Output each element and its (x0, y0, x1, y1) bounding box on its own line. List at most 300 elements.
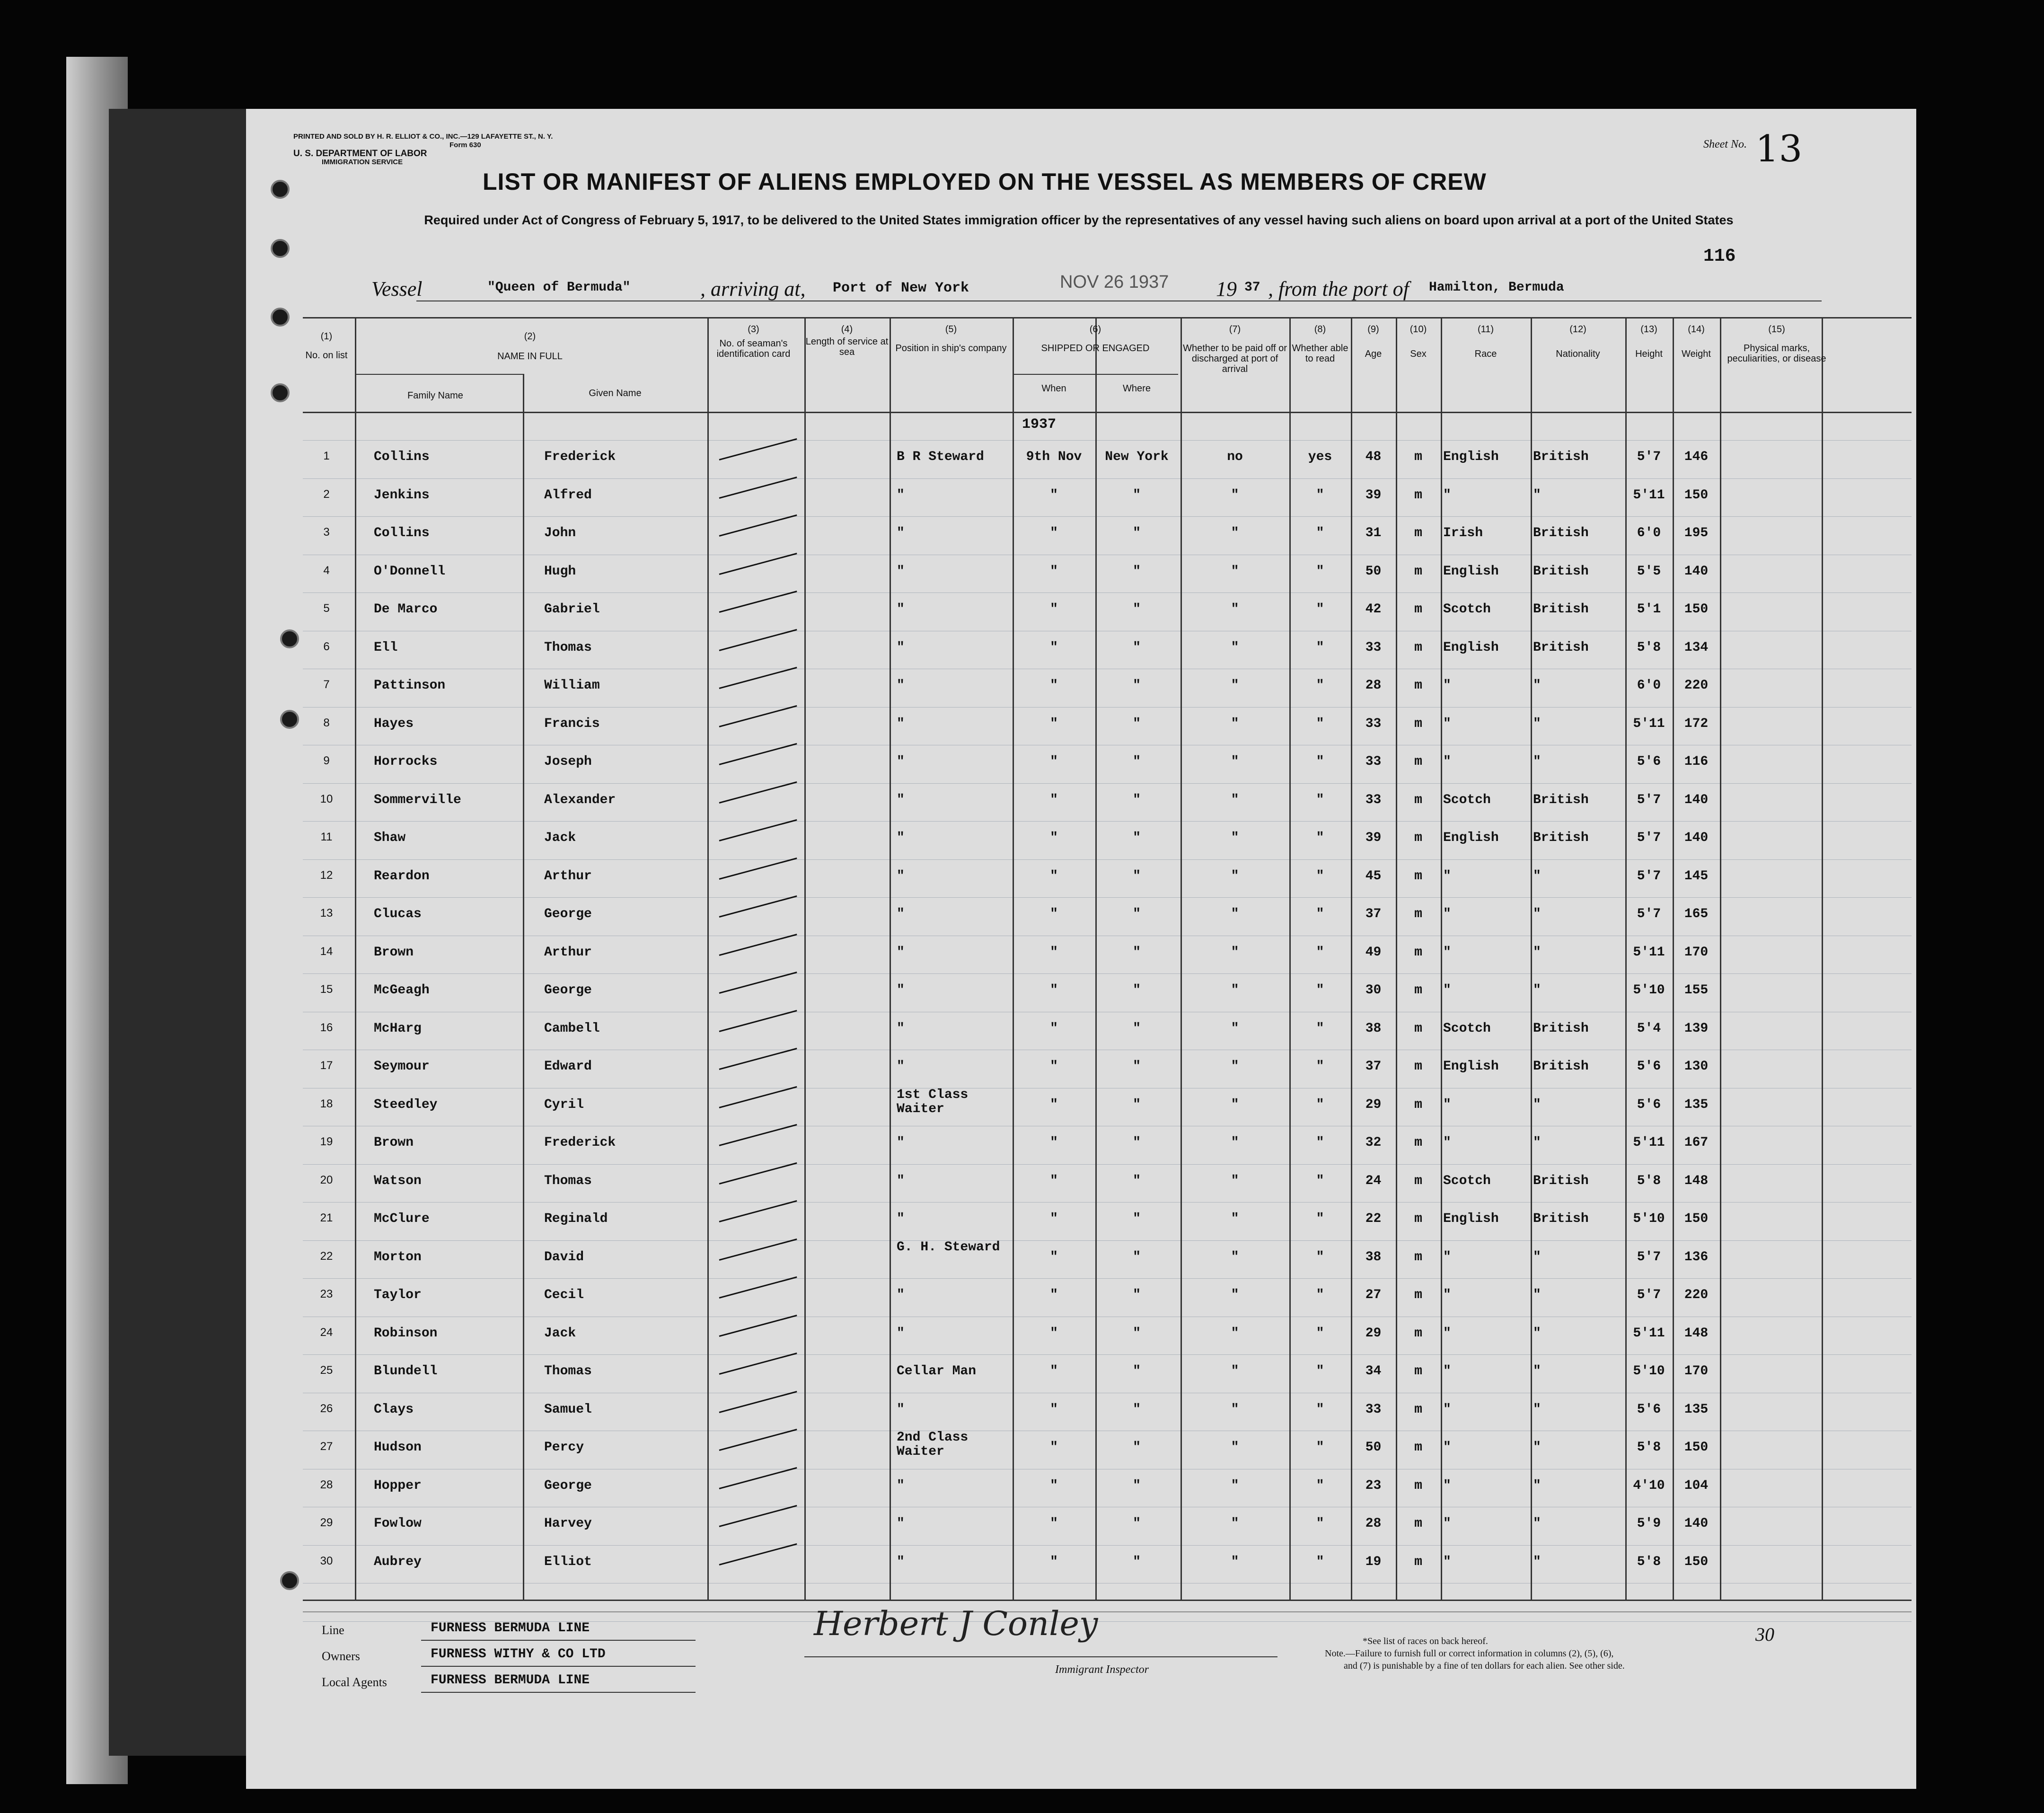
cell-age: 45 (1365, 868, 1382, 884)
col6-label: SHIPPED OR ENGAGED (1041, 343, 1150, 354)
cell-where: " (1133, 602, 1141, 617)
cell-position: " (897, 1516, 905, 1531)
ruled-line (303, 516, 1912, 517)
cell-height: 5'8 (1637, 1173, 1661, 1188)
cell-no: 7 (323, 678, 330, 691)
cell-no: 30 (320, 1554, 333, 1567)
cell-sex: m (1414, 868, 1422, 884)
cell-position: " (897, 907, 905, 921)
col2-label: NAME IN FULL (497, 351, 563, 362)
cell-race: " (1443, 1097, 1451, 1112)
cell-age: 50 (1365, 564, 1382, 579)
cell-read: " (1316, 907, 1324, 921)
cell-when: " (1050, 945, 1058, 960)
id-card-pen-mark (719, 1505, 797, 1527)
printer-imprint (293, 133, 553, 167)
id-card-pen-mark (719, 1315, 797, 1337)
cell-race: " (1443, 1516, 1451, 1531)
id-card-pen-mark (719, 1276, 797, 1299)
col10-number: (10) (1410, 324, 1427, 335)
cell-sex: m (1414, 678, 1422, 693)
cell-no: 27 (320, 1440, 333, 1453)
line-value: FURNESS BERMUDA LINE (431, 1621, 590, 1636)
cell-no: 2 (323, 487, 330, 501)
service-label: IMMIGRATION SERVICE (322, 158, 403, 166)
inspector-signature: Herbert J Conley (814, 1604, 1098, 1643)
cell-sex: m (1414, 640, 1422, 655)
cell-race: " (1443, 1288, 1451, 1302)
cell-when: " (1050, 1097, 1058, 1112)
col13-label: Height (1635, 349, 1663, 359)
id-card-pen-mark (719, 667, 797, 689)
cell-weight: 170 (1684, 945, 1709, 960)
year-prefix: 19 (1216, 277, 1237, 301)
cell-position: 2nd Class Waiter (897, 1430, 969, 1459)
cell-race: Scotch (1443, 792, 1491, 807)
cell-position: " (897, 1135, 905, 1150)
cell-read: " (1316, 792, 1324, 807)
cell-given: Cecil (544, 1288, 584, 1302)
cell-read: " (1316, 1516, 1324, 1531)
cell-position: " (897, 1402, 905, 1417)
id-card-pen-mark (719, 1429, 797, 1451)
cell-race: Scotch (1443, 602, 1491, 617)
sheet-number: 13 (1755, 128, 1803, 170)
cell-family: Horrocks (374, 754, 438, 769)
cell-weight: 220 (1684, 678, 1709, 693)
cell-family: Jenkins (374, 487, 430, 503)
cell-no: 16 (320, 1021, 333, 1034)
cell-when: " (1050, 1478, 1058, 1493)
cell-weight: 146 (1684, 450, 1709, 464)
agents-value: FURNESS BERMUDA LINE (431, 1673, 590, 1688)
cell-weight: 167 (1684, 1135, 1709, 1150)
cell-where: " (1133, 945, 1141, 960)
cell-when: " (1050, 1440, 1058, 1455)
cell-nat: British (1533, 792, 1589, 807)
cell-no: 11 (320, 831, 333, 843)
cell-nat: British (1533, 564, 1589, 579)
cell-weight: 140 (1684, 792, 1709, 807)
cell-read: " (1316, 831, 1324, 845)
cell-paid: " (1231, 1402, 1239, 1417)
cell-read: " (1316, 1173, 1324, 1188)
cell-given: John (544, 526, 576, 540)
cell-height: 6'0 (1637, 678, 1661, 693)
cell-given: Samuel (544, 1402, 592, 1417)
cell-height: 5'1 (1637, 602, 1661, 617)
col11-header (1441, 324, 1531, 359)
cell-read: " (1316, 1402, 1324, 1417)
cell-no: 26 (320, 1402, 333, 1415)
id-card-pen-mark (719, 1162, 797, 1185)
cell-given: David (544, 1249, 584, 1265)
owners-underline (421, 1666, 696, 1667)
cell-where: " (1133, 1249, 1141, 1265)
cell-where: " (1133, 1516, 1141, 1531)
id-card-pen-mark (719, 895, 797, 918)
id-card-pen-mark (719, 553, 797, 575)
col3-number: (3) (748, 324, 759, 335)
margin-number: 30 (1755, 1624, 1774, 1645)
col5-label: Position in ship's company (895, 343, 1007, 354)
printer-line: PRINTED AND SOLD BY H. R. ELLIOT & CO., INC.—129 LAFAYETTE ST., N. Y. (293, 133, 553, 141)
cell-position: " (897, 945, 905, 960)
table-header-rule (303, 412, 1912, 413)
cell-age: 24 (1365, 1173, 1382, 1188)
id-card-pen-mark (719, 705, 797, 727)
ruled-line (303, 1545, 1912, 1546)
id-card-pen-mark (719, 591, 797, 613)
cell-given: Francis (544, 716, 600, 731)
cell-nat: " (1533, 983, 1541, 998)
departure-port: Hamilton, Bermuda (1429, 280, 1564, 295)
cell-read: " (1316, 1554, 1324, 1569)
cell-age: 23 (1365, 1478, 1382, 1493)
id-card-pen-mark (719, 1238, 797, 1261)
cell-position: " (897, 1059, 905, 1074)
cell-age: 19 (1365, 1554, 1382, 1569)
cell-read: " (1316, 1288, 1324, 1302)
cell-no: 14 (320, 945, 333, 958)
cell-position: " (897, 1554, 905, 1569)
page-subtitle: Required under Act of Congress of February 5, 1917, to be delivered to the United States immigration officer by the representatives of any vessel having such aliens on board upon arrival at a port of the United States (424, 213, 1734, 227)
cell-where: " (1133, 1021, 1141, 1036)
col13-number: (13) (1640, 324, 1657, 335)
col11-label: Race (1474, 349, 1497, 359)
cell-height: 5'7 (1637, 831, 1661, 845)
cell-read: " (1316, 1440, 1324, 1455)
cell-no: 19 (320, 1135, 333, 1148)
cell-race: " (1443, 1135, 1451, 1150)
date-stamp: NOV 26 1937 (1060, 272, 1169, 292)
cell-where: " (1133, 1097, 1141, 1112)
cell-race: English (1443, 1059, 1499, 1074)
cell-weight: 130 (1684, 1059, 1709, 1074)
cell-when: " (1050, 1402, 1058, 1417)
cell-sex: m (1414, 487, 1422, 503)
cell-paid: " (1231, 754, 1239, 769)
cell-paid: " (1231, 945, 1239, 960)
when-header: When (1041, 383, 1066, 394)
cell-where: " (1133, 907, 1141, 921)
cell-race: " (1443, 945, 1451, 960)
cell-no: 9 (323, 754, 330, 767)
cell-no: 21 (320, 1212, 333, 1224)
cell-race: " (1443, 1440, 1451, 1455)
cell-paid: " (1231, 1478, 1239, 1493)
cell-nat: British (1533, 640, 1589, 655)
cell-paid: " (1231, 1059, 1239, 1074)
cell-height: 5'8 (1637, 1554, 1661, 1569)
cell-family: Robinson (374, 1326, 438, 1341)
cell-position: " (897, 868, 905, 884)
cell-given: Alexander (544, 792, 616, 807)
footnote-penalty: Note.—Failure to furnish full or correct information in columns (2), (5), (6), (1325, 1648, 1614, 1659)
cell-sex: m (1414, 450, 1422, 464)
cell-read: " (1316, 1478, 1324, 1493)
cell-read: " (1316, 1021, 1324, 1036)
cell-given: Elliot (544, 1554, 592, 1569)
cell-family: Hudson (374, 1440, 422, 1455)
cell-when: " (1050, 1364, 1058, 1379)
cell-race: Scotch (1443, 1173, 1491, 1188)
cell-read: " (1316, 945, 1324, 960)
id-card-pen-mark (719, 477, 797, 499)
cell-position: " (897, 640, 905, 655)
cell-height: 5'11 (1633, 945, 1665, 960)
cell-race: " (1443, 678, 1451, 693)
cell-age: 33 (1365, 716, 1382, 731)
cell-sex: m (1414, 1478, 1422, 1493)
cell-where: " (1133, 1173, 1141, 1188)
cell-weight: 150 (1684, 487, 1709, 503)
cell-position: " (897, 1212, 905, 1226)
cell-race: English (1443, 1212, 1499, 1226)
cell-family: Clays (374, 1402, 414, 1417)
cell-when: " (1050, 526, 1058, 540)
cell-no: 3 (323, 526, 330, 539)
cell-no: 24 (320, 1326, 333, 1339)
cell-paid: " (1231, 678, 1239, 693)
cell-age: 38 (1365, 1021, 1382, 1036)
cell-age: 37 (1365, 907, 1382, 921)
cell-no: 29 (320, 1516, 333, 1529)
cell-no: 1 (323, 450, 330, 462)
cell-given: Reginald (544, 1212, 608, 1226)
owners-value: FURNESS WITHY & CO LTD (431, 1647, 606, 1662)
cell-paid: " (1231, 1554, 1239, 1569)
col3-label: No. of seaman's identification card (716, 338, 791, 359)
cell-sex: m (1414, 1135, 1422, 1150)
cell-sex: m (1414, 1440, 1422, 1455)
ruled-line (303, 478, 1912, 479)
cell-race: English (1443, 831, 1499, 845)
cell-family: Watson (374, 1173, 422, 1188)
col14-header (1673, 324, 1720, 359)
ruled-line (303, 440, 1912, 441)
cell-weight: 150 (1684, 602, 1709, 617)
cell-position: " (897, 1173, 905, 1188)
cell-family: Steedley (374, 1097, 438, 1112)
cell-read: " (1316, 716, 1324, 731)
cell-when: 9th Nov (1026, 450, 1082, 464)
cell-weight: 165 (1684, 907, 1709, 921)
cell-nat: British (1533, 526, 1589, 540)
cell-when: " (1050, 1288, 1058, 1302)
col8-label: Whether able to read (1292, 343, 1348, 364)
cell-nat: " (1533, 1478, 1541, 1493)
cell-nat: " (1533, 1516, 1541, 1531)
cell-sex: m (1414, 1364, 1422, 1379)
cell-when: " (1050, 602, 1058, 617)
cell-nat: " (1533, 1402, 1541, 1417)
cell-paid: " (1231, 1173, 1239, 1188)
punch-hole-icon (280, 710, 299, 729)
cell-race: " (1443, 1249, 1451, 1265)
cell-read: " (1316, 1326, 1324, 1341)
cell-family: Aubrey (374, 1554, 422, 1569)
cell-when: " (1050, 1326, 1058, 1341)
cell-paid: " (1231, 526, 1239, 540)
cell-family: Hayes (374, 716, 414, 731)
cell-where: " (1133, 678, 1141, 693)
cell-where: " (1133, 640, 1141, 655)
cell-age: 39 (1365, 831, 1382, 845)
cell-when: " (1050, 792, 1058, 807)
cell-paid: " (1231, 831, 1239, 845)
cell-where: " (1133, 1440, 1141, 1455)
cell-paid: " (1231, 602, 1239, 617)
cell-when: " (1050, 1249, 1058, 1265)
cell-family: Morton (374, 1249, 422, 1265)
cell-family: Brown (374, 1135, 414, 1150)
cell-family: Brown (374, 945, 414, 960)
col12-number: (12) (1569, 324, 1586, 335)
cell-race: " (1443, 487, 1451, 503)
cell-age: 33 (1365, 792, 1382, 807)
cell-given: Frederick (544, 1135, 616, 1150)
cell-sex: m (1414, 602, 1422, 617)
cell-weight: 140 (1684, 1516, 1709, 1531)
ruled-line (303, 1164, 1912, 1165)
cell-paid: no (1227, 450, 1243, 464)
cell-nat: British (1533, 602, 1589, 617)
cell-no: 10 (320, 792, 333, 805)
id-card-pen-mark (719, 1353, 797, 1375)
cell-sex: m (1414, 526, 1422, 540)
cell-weight: 134 (1684, 640, 1709, 655)
cell-no: 4 (323, 564, 330, 577)
cell-paid: " (1231, 868, 1239, 884)
cell-age: 29 (1365, 1097, 1382, 1112)
cell-nat: " (1533, 487, 1541, 503)
cell-weight: 139 (1684, 1021, 1709, 1036)
cell-where: " (1133, 754, 1141, 769)
cell-given: George (544, 907, 592, 921)
cell-when: " (1050, 1021, 1058, 1036)
cell-family: Reardon (374, 868, 430, 884)
col15-label: Physical marks, peculiarities, or disease (1727, 343, 1826, 364)
cell-read: " (1316, 678, 1324, 693)
col12-header (1531, 324, 1625, 359)
cell-race: " (1443, 868, 1451, 884)
cell-when: " (1050, 678, 1058, 693)
cell-sex: m (1414, 1326, 1422, 1341)
cell-position: " (897, 754, 905, 769)
cell-position: G. H. Steward (897, 1239, 1000, 1255)
cell-race: " (1443, 716, 1451, 731)
subheader-rule (1013, 374, 1178, 375)
cell-sex: m (1414, 831, 1422, 845)
sheet-label: Sheet No. (1703, 138, 1747, 150)
ruled-line (303, 821, 1912, 822)
page-count: 116 (1703, 246, 1736, 266)
cell-position: " (897, 716, 905, 731)
cell-paid: " (1231, 716, 1239, 731)
cell-no: 18 (320, 1097, 333, 1110)
family-name-header: Family Name (407, 390, 463, 401)
cell-given: Arthur (544, 945, 592, 960)
cell-sex: m (1414, 1097, 1422, 1112)
column-rule (1822, 317, 1823, 1600)
signature-underline (804, 1656, 1278, 1657)
cell-where: " (1133, 716, 1141, 731)
col4-label: Length of service at sea (805, 336, 889, 357)
cell-race: " (1443, 1478, 1451, 1493)
from-label: , from the port of (1268, 277, 1409, 301)
cell-where: " (1133, 487, 1141, 503)
cell-sex: m (1414, 1249, 1422, 1265)
col15-number: (15) (1768, 324, 1785, 335)
cell-given: Thomas (544, 1173, 592, 1188)
footnote-fine: and (7) is punishable by a fine of ten dollars for each alien. See other side. (1344, 1661, 1625, 1671)
subheader-rule (355, 374, 523, 375)
cell-nat: British (1533, 1059, 1589, 1074)
cell-paid: " (1231, 1440, 1239, 1455)
cell-where: " (1133, 1288, 1141, 1302)
cell-family: Fowlow (374, 1516, 422, 1531)
cell-age: 38 (1365, 1249, 1382, 1265)
table-top-rule (303, 317, 1912, 318)
cell-weight: 220 (1684, 1288, 1709, 1302)
cell-weight: 195 (1684, 526, 1709, 540)
id-card-pen-mark (719, 1543, 797, 1565)
cell-given: William (544, 678, 600, 693)
cell-family: Shaw (374, 831, 406, 845)
ruled-line (303, 1354, 1912, 1355)
cell-age: 31 (1365, 526, 1382, 540)
col10-label: Sex (1410, 349, 1427, 359)
cell-race: " (1443, 754, 1451, 769)
ruled-line (303, 973, 1912, 974)
cell-position: " (897, 1478, 905, 1493)
id-card-pen-mark (719, 781, 797, 804)
cell-where: " (1133, 564, 1141, 579)
cell-paid: " (1231, 792, 1239, 807)
cell-read: " (1316, 1212, 1324, 1226)
cell-family: Ell (374, 640, 398, 655)
cell-height: 5'7 (1637, 907, 1661, 921)
where-header: Where (1123, 383, 1151, 394)
column-rule (355, 317, 356, 1600)
cell-family: Collins (374, 450, 430, 464)
cell-nat: British (1533, 831, 1589, 845)
cell-family: McGeagh (374, 983, 430, 998)
col3-header (707, 324, 800, 359)
cell-race: Irish (1443, 526, 1483, 540)
cell-age: 32 (1365, 1135, 1382, 1150)
cell-read: " (1316, 1249, 1324, 1265)
cell-sex: m (1414, 1402, 1422, 1417)
col8-header (1289, 324, 1351, 364)
owners-label: Owners (322, 1649, 360, 1663)
arrival-port: Port of New York (833, 280, 969, 296)
cell-where: " (1133, 1059, 1141, 1074)
cell-position: 1st Class Waiter (897, 1087, 969, 1116)
cell-race: " (1443, 983, 1451, 998)
cell-nat: " (1533, 1326, 1541, 1341)
cell-given: Cyril (544, 1097, 584, 1112)
cell-paid: " (1231, 564, 1239, 579)
cell-sex: m (1414, 1173, 1422, 1188)
id-card-pen-mark (719, 934, 797, 956)
cell-paid: " (1231, 1021, 1239, 1036)
cell-position: " (897, 1021, 905, 1036)
col7-number: (7) (1229, 324, 1241, 335)
cell-given: Alfred (544, 487, 592, 503)
cell-age: 33 (1365, 754, 1382, 769)
